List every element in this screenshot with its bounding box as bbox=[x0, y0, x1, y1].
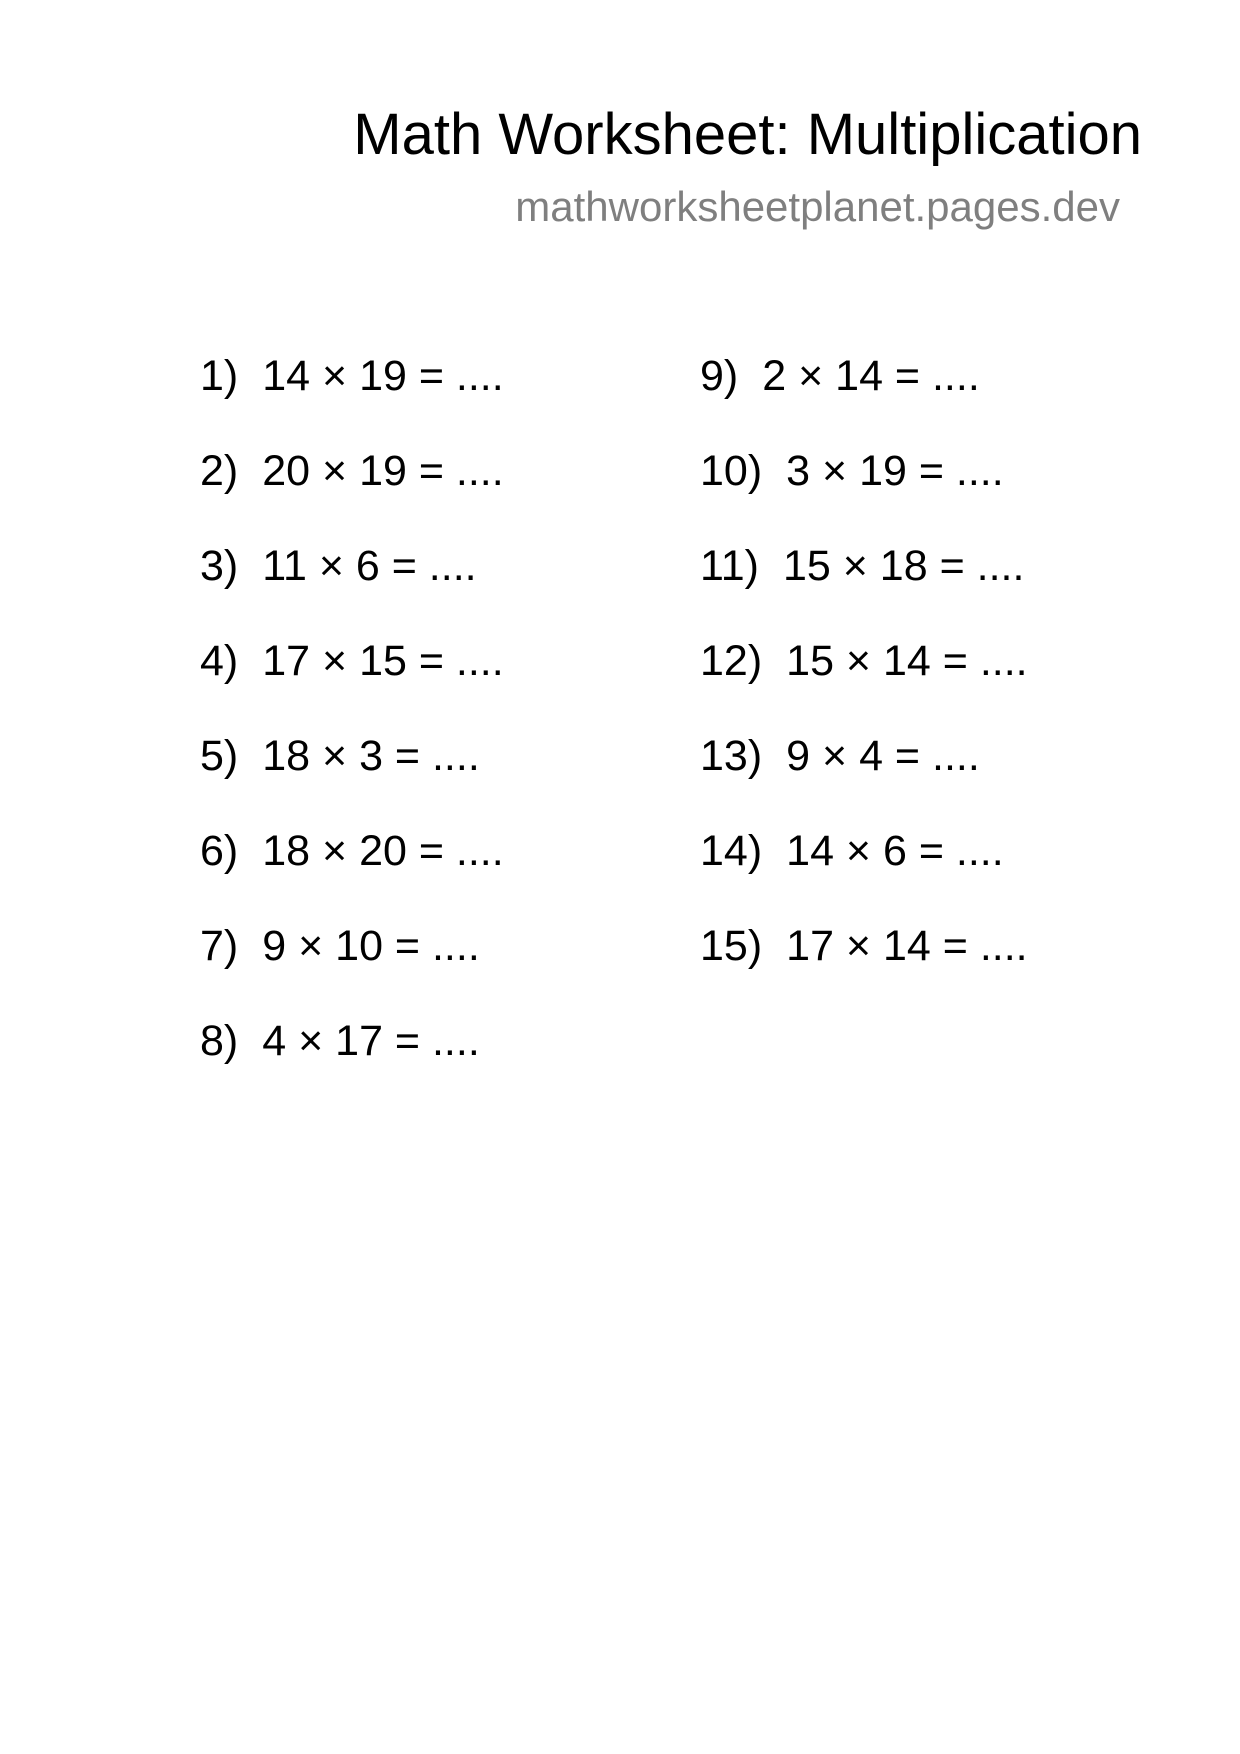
problem-expression: 3 × 19 = .... bbox=[786, 447, 1004, 495]
problem-expression: 17 × 14 = .... bbox=[786, 922, 1028, 970]
worksheet-title: Math Worksheet: Multiplication bbox=[353, 102, 1142, 167]
problem-item bbox=[700, 348, 1028, 443]
problem-number: 9) bbox=[700, 352, 739, 400]
problem-expression: 14 × 6 = .... bbox=[786, 827, 1004, 875]
problem-expression: 18 × 3 = .... bbox=[262, 732, 480, 780]
problem-number: 11) bbox=[700, 542, 759, 590]
problem-expression: 14 × 19 = .... bbox=[262, 352, 504, 400]
problem-item bbox=[200, 1013, 504, 1108]
problem-number: 14) bbox=[700, 827, 763, 875]
problem-expression: 15 × 14 = .... bbox=[786, 637, 1028, 685]
problem-number: 3) bbox=[200, 542, 239, 590]
problem-item bbox=[200, 443, 504, 538]
problem-item bbox=[700, 538, 1028, 633]
problem-expression: 11 × 6 = .... bbox=[262, 542, 477, 590]
problem-number: 8) bbox=[200, 1017, 239, 1065]
problem-number: 7) bbox=[200, 922, 239, 970]
problem-item bbox=[200, 728, 504, 823]
problem-item bbox=[200, 633, 504, 728]
problem-number: 15) bbox=[700, 922, 763, 970]
problem-expression: 9 × 4 = .... bbox=[786, 732, 980, 780]
problem-item bbox=[200, 538, 504, 633]
problem-number: 12) bbox=[700, 637, 763, 685]
problem-item bbox=[700, 443, 1028, 538]
problem-expression: 18 × 20 = .... bbox=[262, 827, 504, 875]
problem-item bbox=[200, 823, 504, 918]
problem-number: 2) bbox=[200, 447, 239, 495]
worksheet-source-link: mathworksheetplanet.pages.dev bbox=[515, 183, 1120, 230]
problem-expression: 15 × 18 = .... bbox=[782, 542, 1025, 590]
problem-number: 1) bbox=[200, 352, 239, 400]
problem-item bbox=[700, 633, 1028, 728]
problem-expression: 2 × 14 = .... bbox=[762, 352, 980, 400]
problem-expression: 20 × 19 = .... bbox=[262, 447, 504, 495]
problem-item bbox=[200, 348, 504, 443]
problem-item bbox=[700, 728, 1028, 823]
problem-item bbox=[200, 918, 504, 1013]
problem-number: 13) bbox=[700, 732, 763, 780]
problem-item bbox=[700, 918, 1028, 1013]
problem-list-right bbox=[700, 348, 1028, 1013]
problem-expression: 17 × 15 = .... bbox=[262, 637, 504, 685]
problem-expression: 4 × 17 = .... bbox=[262, 1017, 480, 1065]
problem-expression: 9 × 10 = .... bbox=[262, 922, 480, 970]
problem-item bbox=[700, 823, 1028, 918]
problem-number: 10) bbox=[700, 447, 763, 495]
problem-number: 4) bbox=[200, 637, 239, 685]
problem-number: 5) bbox=[200, 732, 239, 780]
problem-number: 6) bbox=[200, 827, 239, 875]
problem-list-left bbox=[200, 348, 504, 1108]
